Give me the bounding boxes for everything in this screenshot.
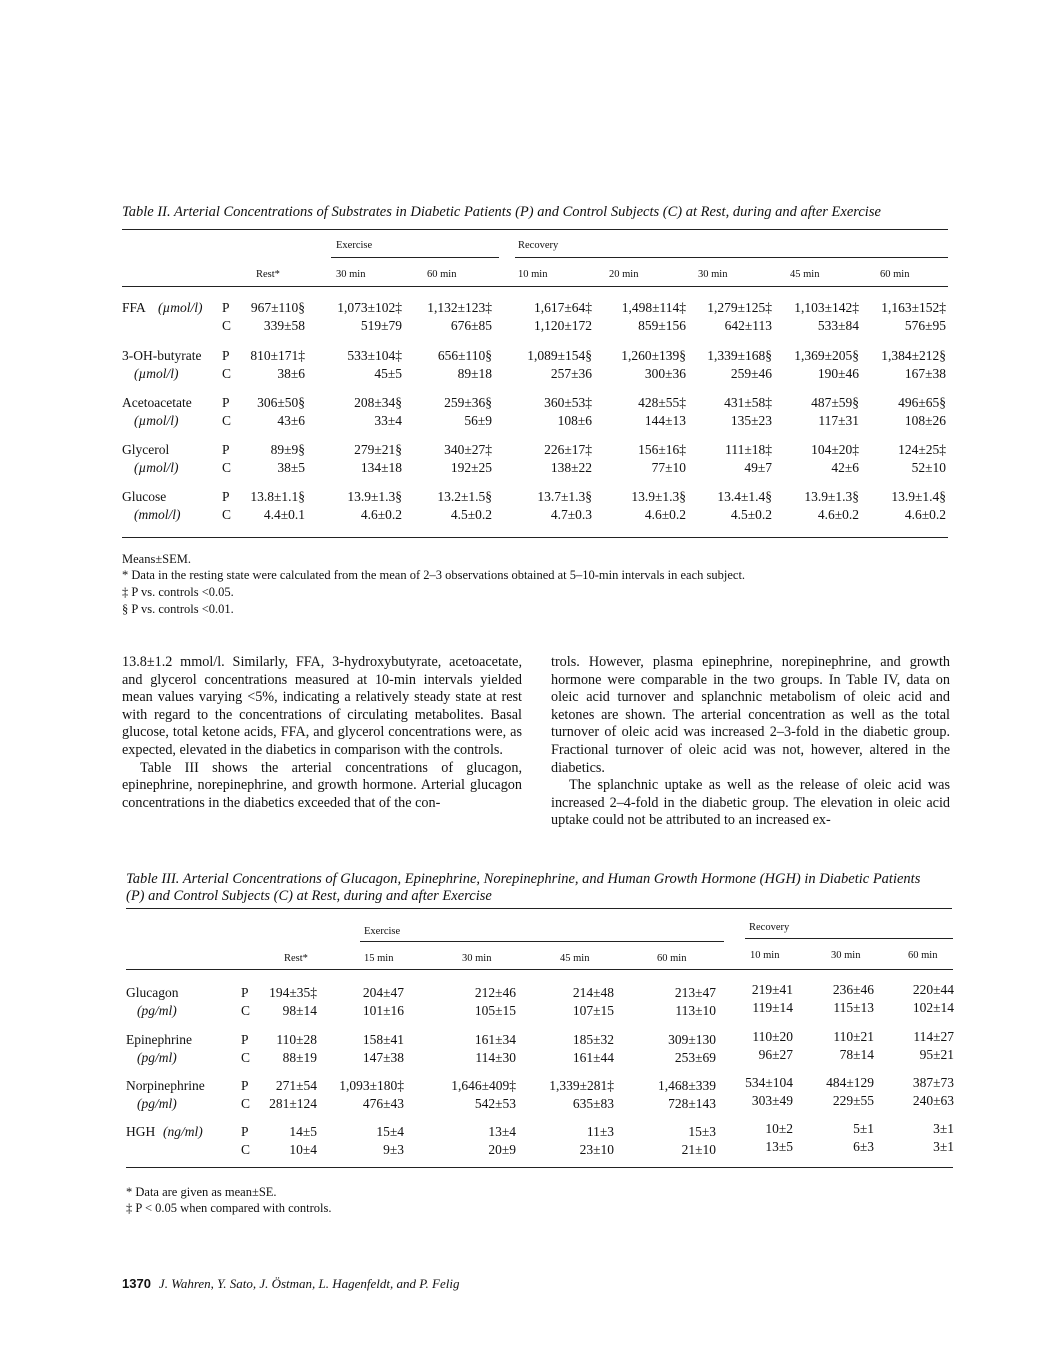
table2-recovery-rule <box>515 257 948 258</box>
table2-note-p005: ‡ P vs. controls <0.05. <box>122 585 234 599</box>
table3-cell: 219±41 <box>751 982 793 997</box>
table3-cell: 158±41 <box>362 1032 404 1047</box>
table2-cell: 360±53‡ <box>544 395 592 410</box>
table2-cell: 1,073±102‡ <box>337 300 402 315</box>
table2-cell: 56±9 <box>464 413 492 428</box>
table3-cell: 20±9 <box>488 1142 516 1157</box>
page-number: 1370 <box>122 1276 151 1291</box>
table2-col-header: 30 min <box>336 269 366 280</box>
table3-cell: 147±38 <box>362 1050 404 1065</box>
table2-cell: 487±59§ <box>811 395 859 410</box>
table3-cell: 10±4 <box>289 1142 317 1157</box>
table2-col-header: 10 min <box>518 269 548 280</box>
table2-cell: 656±110§ <box>437 348 492 363</box>
table2-col-header: 30 min <box>698 269 728 280</box>
table2-cell: 1,103±142‡ <box>794 300 859 315</box>
table2-cell: 134±18 <box>360 460 402 475</box>
table3-cell: 110±21 <box>833 1029 874 1044</box>
table2-cell: 77±10 <box>651 460 686 475</box>
table2-cell: 1,089±154§ <box>527 348 592 363</box>
table3-cell: 14±5 <box>289 1124 317 1139</box>
table2-cell: 1,163±152‡ <box>881 300 946 315</box>
table2-cell: 13.7±1.3§ <box>537 489 592 504</box>
table2-group-code: P <box>222 395 230 410</box>
table2-cell: 117±31 <box>818 413 859 428</box>
table3-cell: 10±2 <box>765 1121 793 1136</box>
table3-cell: 534±104 <box>745 1075 793 1090</box>
table3-cell: 119±14 <box>752 1000 793 1015</box>
table2-cell: 89±18 <box>457 366 492 381</box>
table2-row-unit: (mmol/l) <box>134 507 181 522</box>
table2-cell: 259±46 <box>730 366 772 381</box>
table2-cell: 339±58 <box>263 318 305 333</box>
table3-cell: 23±10 <box>579 1142 614 1157</box>
table2-row-unit: (µmol/l) <box>134 460 179 475</box>
table3-cell: 185±32 <box>572 1032 614 1047</box>
table2-bottom-rule <box>122 537 948 538</box>
table2-cell: 259±36§ <box>444 395 492 410</box>
table2-col-header: 45 min <box>790 269 820 280</box>
table2-row-label: Glucose <box>122 489 167 504</box>
table2-row-label: 3-OH-butyrate <box>122 348 202 363</box>
table2-group-exercise: Exercise <box>336 240 373 251</box>
table2-cell: 4.4±0.1 <box>263 507 305 522</box>
table2-group-code: C <box>222 318 232 333</box>
table3-cell: 98±14 <box>282 1003 317 1018</box>
table2-cell: 1,120±172 <box>533 318 592 333</box>
table3-cell: 484±129 <box>826 1075 874 1090</box>
body-left-paragraph-2: Table III shows the arterial concentrations of glucagon, epinephrine, norepinephrine, and growth hormone. Arterial glucagon concentrations in the diabetics exceeded that of the con- <box>122 759 522 811</box>
table2-cell: 1,369±205§ <box>794 348 859 363</box>
table3-cell: 115±13 <box>833 1000 874 1015</box>
table2-cell: 576±95 <box>904 318 946 333</box>
table2-cell: 340±27‡ <box>444 442 492 457</box>
table2-top-rule <box>122 229 948 230</box>
table3-cell: 113±10 <box>675 1003 716 1018</box>
table3-cell: 542±53 <box>474 1096 516 1111</box>
table3-cell: 95±21 <box>919 1047 954 1062</box>
table2-cell: 108±26 <box>904 413 946 428</box>
table3-cell: 114±27 <box>913 1029 954 1044</box>
table3-cell: 253±69 <box>674 1050 716 1065</box>
table2-cell: 13.9±1.3§ <box>804 489 859 504</box>
body-left-column <box>122 654 522 812</box>
table3-cell: 476±43 <box>362 1096 404 1111</box>
table3-cell: 1,646±409‡ <box>451 1078 516 1093</box>
table2-cell: 33±4 <box>374 413 402 428</box>
table3-recovery-rule <box>745 938 953 939</box>
table3-cell: 88±19 <box>282 1050 317 1065</box>
table3-group-code: C <box>241 1050 251 1065</box>
table3-cell: 1,093±180‡ <box>339 1078 404 1093</box>
table3-note-mean: * Data are given as mean±SE. <box>126 1185 277 1199</box>
table2-group-recovery: Recovery <box>518 240 559 251</box>
table3-cell: 101±16 <box>362 1003 404 1018</box>
table3-note-p005: ‡ P < 0.05 when compared with controls. <box>126 1201 332 1215</box>
table2-cell: 1,498±114‡ <box>621 300 686 315</box>
table3-row-unit: (ng/ml) <box>163 1124 203 1139</box>
table3-cell: 271±54 <box>275 1078 317 1093</box>
table2-row-label: FFA <box>122 300 146 315</box>
table2-cell: 52±10 <box>911 460 946 475</box>
table3-cell: 107±15 <box>572 1003 614 1018</box>
table3-cell: 635±83 <box>572 1096 614 1111</box>
table2-cell: 1,384±212§ <box>881 348 946 363</box>
table2-cell: 4.6±0.2 <box>904 507 946 522</box>
table3-caption-line2: (P) and Control Subjects (C) at Rest, during and after Exercise <box>126 888 492 904</box>
table2-caption: Table II. Arterial Concentrations of Substrates in Diabetic Patients (P) and Control Subjects (C) at Rest, during and after Exercise <box>122 204 881 220</box>
table2-cell: 279±21§ <box>354 442 402 457</box>
table3-cell: 102±14 <box>912 1000 954 1015</box>
table2-group-code: P <box>222 489 230 504</box>
table2-row-label: Acetoacetate <box>122 395 192 410</box>
table3-cell: 161±44 <box>572 1050 614 1065</box>
table3-top-rule <box>126 908 952 909</box>
table3-col-header: 45 min <box>560 953 590 964</box>
table2-cell: 38±6 <box>277 366 305 381</box>
table2-group-code: C <box>222 507 232 522</box>
table3-cell: 3±1 <box>933 1139 954 1154</box>
table2-cell: 1,260±139§ <box>621 348 686 363</box>
table2-cell: 1,339±168§ <box>707 348 772 363</box>
table2-col-header: 60 min <box>880 269 910 280</box>
body-left-paragraph-1: 13.8±1.2 mmol/l. Similarly, FFA, 3-hydroxybutyrate, acetoacetate, and glycerol concentrations measured at 10-min intervals yielded mean values varying <5%, indicating a relatively steady state at rest with regard to the concentrations of circulating metabolites. Basal glucose, total ketone acids, FFA, and glycerol concentrations were, as expected, elevated in the diabetics in comparison with the controls. <box>122 654 522 758</box>
table2-cell: 676±85 <box>450 318 492 333</box>
table3-group-code: P <box>241 1078 249 1093</box>
table3-cell: 1,339±281‡ <box>549 1078 614 1093</box>
table2-cell: 1,617±64‡ <box>533 300 592 315</box>
table3-cell: 387±73 <box>912 1075 954 1090</box>
table2-group-code: C <box>222 413 232 428</box>
table2-cell: 496±65§ <box>898 395 946 410</box>
table2-header-rule <box>122 286 948 287</box>
table2-row-label: Glycerol <box>122 442 170 457</box>
table2-exercise-rule <box>331 257 499 258</box>
table3-col-header: 30 min <box>831 950 861 961</box>
table3-cell: 1,468±339 <box>657 1078 716 1093</box>
table3-cell: 96±27 <box>758 1047 793 1062</box>
table2-cell: 42±6 <box>831 460 859 475</box>
table2-cell: 43±6 <box>277 413 305 428</box>
table3-header-rule <box>126 969 953 970</box>
table2-cell: 49±7 <box>744 460 772 475</box>
page-footer <box>122 1276 459 1292</box>
table3-cell: 6±3 <box>853 1139 874 1154</box>
table3-row-unit: (pg/ml) <box>137 1003 177 1018</box>
table2-note-rest: * Data in the resting state were calculated from the mean of 2–3 observations obtained at 5–10-min intervals in each subject. <box>122 568 746 582</box>
table2-group-code: P <box>222 300 230 315</box>
table2-cell: 89±9§ <box>270 442 305 457</box>
table2-cell: 13.9±1.3§ <box>631 489 686 504</box>
table2-cell: 208±34§ <box>354 395 402 410</box>
table3-col-header: 60 min <box>908 950 938 961</box>
table3-cell: 281±124 <box>269 1096 317 1111</box>
table2-cell: 111±18‡ <box>725 442 772 457</box>
table3-cell: 78±14 <box>839 1047 874 1062</box>
table3-row-label: Norpinephrine <box>126 1078 205 1093</box>
table2-cell: 306±50§ <box>257 395 305 410</box>
table3-cell: 236±46 <box>832 982 874 997</box>
table3-cell: 3±1 <box>933 1121 954 1136</box>
table2-cell: 144±13 <box>644 413 686 428</box>
table3-cell: 15±3 <box>688 1124 716 1139</box>
table3-row-label: Epinephrine <box>126 1032 192 1047</box>
table3-cell: 21±10 <box>681 1142 716 1157</box>
table2-cell: 104±20‡ <box>811 442 859 457</box>
table2-cell: 859±156 <box>638 318 686 333</box>
table3-cell: 220±44 <box>912 982 954 997</box>
table2-col-header: Rest* <box>256 269 280 280</box>
table3-row-label: HGH <box>126 1124 156 1139</box>
table2-cell: 192±25 <box>450 460 492 475</box>
table2-cell: 533±104‡ <box>347 348 402 363</box>
table3-cell: 15±4 <box>376 1124 404 1139</box>
table3-bottom-rule <box>126 1167 953 1168</box>
table2-cell: 642±113 <box>724 318 772 333</box>
body-right-paragraph-1: trols. However, plasma epinephrine, norepinephrine, and growth hormone were comparable in the two groups. In Table IV, data on oleic acid turnover and splanchnic metabolism of oleic acid and ketones are shown. The arterial concentration as well as the total turnover of oleic acid was increased 2–3-fold in the diabetic group. Fractional turnover of oleic acid was not, however, altered in the diabetics. <box>551 654 950 776</box>
table2-group-code: C <box>222 460 232 475</box>
table3-group-code: P <box>241 985 249 1000</box>
table2-cell: 167±38 <box>904 366 946 381</box>
table3-col-header: 30 min <box>462 953 492 964</box>
table2-row-unit: (µmol/l) <box>134 413 179 428</box>
table3-group-exercise: Exercise <box>364 926 401 937</box>
table3-cell: 9±3 <box>383 1142 404 1157</box>
table3-exercise-rule <box>360 941 724 942</box>
table3-cell: 110±28 <box>276 1032 317 1047</box>
table2-cell: 519±79 <box>360 318 402 333</box>
table2-cell: 810±171‡ <box>250 348 305 363</box>
table2-cell: 300±36 <box>644 366 686 381</box>
table2-cell: 13.2±1.5§ <box>437 489 492 504</box>
table3-cell: 5±1 <box>853 1121 874 1136</box>
table2-cell: 428±55‡ <box>638 395 686 410</box>
table2-cell: 4.7±0.3 <box>550 507 592 522</box>
table2-cell: 190±46 <box>817 366 859 381</box>
table3-col-header: Rest* <box>284 953 308 964</box>
table3-cell: 114±30 <box>475 1050 516 1065</box>
table3-row-unit: (pg/ml) <box>137 1096 177 1111</box>
table2-cell: 4.5±0.2 <box>730 507 772 522</box>
table2-group-code: P <box>222 348 230 363</box>
table2-cell: 13.8±1.1§ <box>250 489 305 504</box>
table3-group-code: C <box>241 1096 251 1111</box>
table3-group-code: C <box>241 1142 251 1157</box>
table3-row-unit: (pg/ml) <box>137 1050 177 1065</box>
table2-group-code: P <box>222 442 230 457</box>
table3-cell: 161±34 <box>474 1032 516 1047</box>
table3-cell: 303±49 <box>751 1093 793 1108</box>
table3-group-code: P <box>241 1032 249 1047</box>
table2-col-header: 20 min <box>609 269 639 280</box>
body-right-paragraph-2: The splanchnic uptake as well as the release of oleic acid was increased 2–4-fold in the diabetic group. The elevation in oleic acid uptake could not be attributed to an increased ex- <box>551 777 950 829</box>
table3-cell: 212±46 <box>474 985 516 1000</box>
footer-authors: J. Wahren, Y. Sato, J. Östman, L. Hagenfeldt, and P. Felig <box>158 1276 460 1291</box>
table2-cell: 156±16‡ <box>638 442 686 457</box>
table2-cell: 135±23 <box>730 413 772 428</box>
table2-cell: 13.9±1.3§ <box>347 489 402 504</box>
table2-cell: 38±5 <box>277 460 305 475</box>
table3-group-code: C <box>241 1003 251 1018</box>
table2-cell: 226±17‡ <box>544 442 592 457</box>
table2-note-means: Means±SEM. <box>122 552 192 566</box>
table2-cell: 4.5±0.2 <box>450 507 492 522</box>
table2-row-unit: (µmol/l) <box>158 300 203 315</box>
table2-row-unit: (µmol/l) <box>134 366 179 381</box>
table2-cell: 108±6 <box>557 413 592 428</box>
table3-caption-line1: Table III. Arterial Concentrations of Glucagon, Epinephrine, Norepinephrine, and Human Growth Hormone (HGH) in Diabetic Patients <box>126 871 921 887</box>
table3-cell: 240±63 <box>912 1093 954 1108</box>
table3-cell: 11±3 <box>586 1124 614 1139</box>
table3-cell: 13±5 <box>765 1139 793 1154</box>
table2-cell: 967±110§ <box>250 300 305 315</box>
table2-cell: 4.6±0.2 <box>360 507 402 522</box>
table2-group-code: C <box>222 366 232 381</box>
table3-cell: 214±48 <box>572 985 614 1000</box>
table2-cell: 13.4±1.4§ <box>717 489 772 504</box>
table3-cell: 194±35‡ <box>269 985 317 1000</box>
body-right-column <box>551 654 950 830</box>
table2-cell: 4.6±0.2 <box>817 507 859 522</box>
table3-cell: 213±47 <box>674 985 716 1000</box>
table3-group-code: P <box>241 1124 249 1139</box>
table3-col-header: 10 min <box>750 950 780 961</box>
table3-col-header: 60 min <box>657 953 687 964</box>
table3-cell: 105±15 <box>474 1003 516 1018</box>
table2-note-p001: § P vs. controls <0.01. <box>122 602 234 616</box>
table3-cell: 13±4 <box>488 1124 516 1139</box>
table2-cell: 431±58‡ <box>724 395 772 410</box>
table3-cell: 728±143 <box>668 1096 716 1111</box>
table2-cell: 124±25‡ <box>898 442 946 457</box>
table3-col-header: 15 min <box>364 953 394 964</box>
table3-group-recovery: Recovery <box>749 922 790 933</box>
table3-cell: 110±20 <box>752 1029 793 1044</box>
table2-cell: 257±36 <box>550 366 592 381</box>
table3-cell: 204±47 <box>362 985 404 1000</box>
table3-cell: 309±130 <box>668 1032 716 1047</box>
table2-cell: 1,132±123‡ <box>427 300 492 315</box>
table2-col-header: 60 min <box>427 269 457 280</box>
table2-cell: 1,279±125‡ <box>707 300 772 315</box>
table2-cell: 45±5 <box>374 366 402 381</box>
table3-row-label: Glucagon <box>126 985 179 1000</box>
table2-cell: 13.9±1.4§ <box>891 489 946 504</box>
table2-cell: 138±22 <box>550 460 592 475</box>
table2-cell: 533±84 <box>817 318 859 333</box>
table2-cell: 4.6±0.2 <box>644 507 686 522</box>
table3-cell: 229±55 <box>832 1093 874 1108</box>
